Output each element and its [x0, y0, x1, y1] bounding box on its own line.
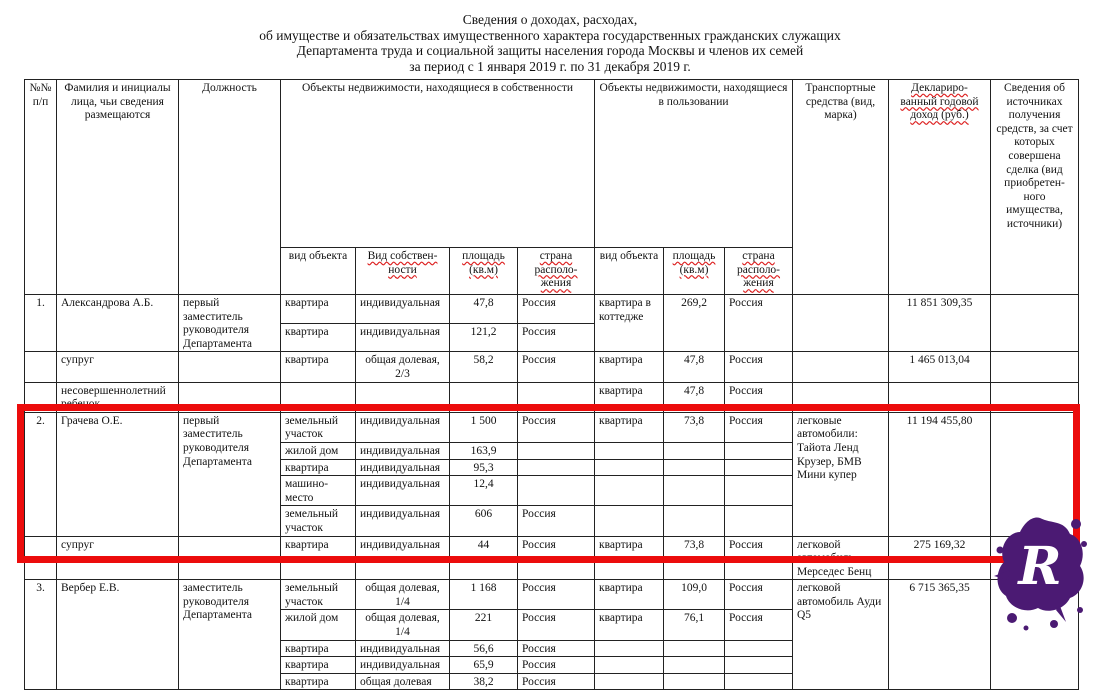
use-type — [595, 506, 664, 536]
use-area — [664, 442, 725, 459]
table-row — [25, 352, 1079, 382]
sub-own-type — [356, 248, 450, 295]
own-country: Россия — [518, 640, 595, 657]
own-ownership: индивидуальная — [356, 640, 450, 657]
declarations-table — [24, 79, 1079, 690]
use-type: квартира — [595, 352, 664, 382]
income: 11 194 455,80 — [889, 412, 991, 536]
sources — [991, 295, 1079, 352]
own-country: Россия — [518, 295, 595, 324]
use-country — [725, 657, 793, 674]
sub-area-label: площадь (кв.м) — [462, 250, 505, 276]
own-area: 1 168 — [450, 580, 518, 610]
sources — [991, 352, 1079, 382]
use-type — [595, 476, 664, 506]
own-ownership: индивидуальная — [356, 442, 450, 459]
person-name: Александрова А.Б. — [57, 295, 179, 352]
person-position: заместитель руководителя Департамента — [179, 580, 281, 690]
use-area — [664, 506, 725, 536]
use-type — [595, 673, 664, 690]
income: 275 169,32 — [889, 536, 991, 580]
row-num — [25, 536, 57, 580]
sub-use-country — [725, 248, 793, 295]
income: 1 465 013,04 — [889, 352, 991, 382]
row-num: 2. — [25, 412, 57, 536]
own-area: 47,8 — [450, 295, 518, 324]
sub-use-country-label: страна располо-жения — [736, 250, 781, 290]
own-area: 56,6 — [450, 640, 518, 657]
use-country: Россия — [725, 536, 793, 580]
table-row — [25, 536, 1079, 580]
use-area — [664, 459, 725, 476]
own-area: 65,9 — [450, 657, 518, 674]
col-sources-label: Сведения об источниках получения средств, за счет которых совершена сделка (вид приобретен-ного имущества, источники) — [996, 82, 1073, 230]
use-country — [725, 476, 793, 506]
own-ownership: индивидуальная — [356, 323, 450, 352]
sub-use-area-label: площадь (кв.м) — [672, 250, 716, 276]
use-area: 269,2 — [664, 295, 725, 352]
own-area: 38,2 — [450, 673, 518, 690]
own-area: 221 — [450, 610, 518, 640]
sub-country-label: страна располо-жения — [534, 250, 578, 290]
own-type: жилой дом — [281, 610, 356, 640]
person-position: первый заместитель руководителя Департамента — [179, 295, 281, 352]
own-area: 163,9 — [450, 442, 518, 459]
income: 11 851 309,35 — [889, 295, 991, 352]
own-country: Россия — [518, 412, 595, 442]
sub-country — [518, 248, 595, 295]
own-ownership: общая долевая, 2/3 — [356, 352, 450, 382]
own-area: 95,3 — [450, 459, 518, 476]
use-country — [725, 673, 793, 690]
own-country: Россия — [518, 610, 595, 640]
own-type: квартира — [281, 295, 356, 324]
own-country — [518, 476, 595, 506]
own-type: квартира — [281, 657, 356, 674]
own-area: 44 — [450, 536, 518, 580]
own-ownership: индивидуальная — [356, 657, 450, 674]
col-sources — [991, 80, 1079, 295]
own-type: квартира — [281, 640, 356, 657]
own-ownership: индивидуальная — [356, 506, 450, 536]
income: 6 715 365,35 — [889, 580, 991, 690]
use-type: квартира — [595, 580, 664, 610]
person-position — [179, 382, 281, 412]
sub-use-obj-type: вид объекта — [595, 248, 664, 295]
transport: легковые автомобили: Тайота Ленд Крузер, БМВ Мини купер — [793, 412, 889, 536]
own-type: жилой дом — [281, 442, 356, 459]
use-country: Россия — [725, 382, 793, 412]
use-area: 47,8 — [664, 382, 725, 412]
use-type — [595, 640, 664, 657]
transport — [793, 382, 889, 412]
transport: легковой автомобиль Ауди Q5 — [793, 580, 889, 690]
person-position — [179, 536, 281, 580]
own-area — [450, 382, 518, 412]
person-position: первый заместитель руководителя Департамента — [179, 412, 281, 536]
use-type: квартира — [595, 610, 664, 640]
own-type: квартира — [281, 323, 356, 352]
own-ownership: общая долевая — [356, 673, 450, 690]
table-row — [25, 412, 1079, 442]
col-position: Должность — [179, 80, 281, 295]
use-area — [664, 476, 725, 506]
own-country: Россия — [518, 673, 595, 690]
header-row — [25, 80, 1079, 248]
person-name: супруг — [57, 536, 179, 580]
own-type: машино-место — [281, 476, 356, 506]
sub-area — [450, 248, 518, 295]
own-type: квартира — [281, 673, 356, 690]
own-area: 58,2 — [450, 352, 518, 382]
col-num: №№ п/п — [25, 80, 57, 295]
use-area: 109,0 — [664, 580, 725, 610]
income — [889, 382, 991, 412]
own-country: Россия — [518, 657, 595, 674]
use-country — [725, 506, 793, 536]
own-ownership — [356, 382, 450, 412]
sub-use-area — [664, 248, 725, 295]
own-ownership: общая долевая, 1/4 — [356, 580, 450, 610]
own-country: Россия — [518, 352, 595, 382]
own-country — [518, 459, 595, 476]
own-type: земельный участок — [281, 506, 356, 536]
use-type — [595, 442, 664, 459]
use-country — [725, 640, 793, 657]
col-income — [889, 80, 991, 295]
use-area: 76,1 — [664, 610, 725, 640]
col-income-label: Деклариро-ванный годовой доход (руб.) — [900, 82, 979, 122]
use-area — [664, 657, 725, 674]
transport — [793, 295, 889, 352]
watermark-letter: R — [1018, 536, 1062, 597]
row-num: 1. — [25, 295, 57, 352]
own-type — [281, 382, 356, 412]
use-area: 73,8 — [664, 412, 725, 442]
own-type: квартира — [281, 352, 356, 382]
own-area: 1 500 — [450, 412, 518, 442]
use-country: Россия — [725, 295, 793, 352]
header-line-3: Департамента труда и социальной защиты населения города Москвы и членов их семей — [296, 43, 804, 58]
use-type: квартира в коттедже — [595, 295, 664, 352]
row-num — [25, 352, 57, 382]
sub-obj-type: вид объекта — [281, 248, 356, 295]
table-row — [25, 295, 1079, 324]
own-ownership: индивидуальная — [356, 295, 450, 324]
use-area: 73,8 — [664, 536, 725, 580]
header-line-4: за период с 1 января 2019 г. по 31 декабря 2019 г. — [409, 58, 691, 74]
own-type: земельный участок — [281, 580, 356, 610]
own-country — [518, 442, 595, 459]
use-country: Россия — [725, 412, 793, 442]
use-type: квартира — [595, 536, 664, 580]
own-country: Россия — [518, 580, 595, 610]
person-name: супруг — [57, 352, 179, 382]
own-country — [518, 382, 595, 412]
row-num: 3. — [25, 580, 57, 690]
own-ownership: индивидуальная — [356, 476, 450, 506]
sub-own-type-label: Вид собствен-ности — [367, 250, 438, 276]
own-ownership: индивидуальная — [356, 536, 450, 580]
own-area: 606 — [450, 506, 518, 536]
person-name: Грачева О.Е. — [57, 412, 179, 536]
use-country: Россия — [725, 580, 793, 610]
own-ownership: индивидуальная — [356, 459, 450, 476]
sources — [991, 382, 1079, 412]
table-row — [25, 580, 1079, 610]
table-row — [25, 382, 1079, 412]
own-area: 121,2 — [450, 323, 518, 352]
own-type: земельный участок — [281, 412, 356, 442]
use-area: 47,8 — [664, 352, 725, 382]
own-country: Россия — [518, 506, 595, 536]
watermark-splash-logo — [990, 510, 1090, 635]
use-country — [725, 442, 793, 459]
own-country: Россия — [518, 536, 595, 580]
use-type — [595, 459, 664, 476]
person-name: несовершеннолетний ребенок — [57, 382, 179, 412]
use-country — [725, 459, 793, 476]
own-ownership: индивидуальная — [356, 412, 450, 442]
col-used: Объекты недвижимости, находящиеся в пользовании — [595, 80, 793, 248]
transport: легковой автомобиль Мерседес Бенц — [793, 536, 889, 580]
person-position — [179, 352, 281, 382]
col-owned: Объекты недвижимости, находящиеся в собственности — [281, 80, 595, 248]
col-transport: Транспортные средства (вид, марка) — [793, 80, 889, 295]
use-type: квартира — [595, 382, 664, 412]
use-type: квартира — [595, 412, 664, 442]
use-area — [664, 640, 725, 657]
header-line-1: Сведения о доходах, расходах, — [462, 12, 638, 27]
own-country: Россия — [518, 323, 595, 352]
document-header — [0, 12, 1100, 74]
own-type: квартира — [281, 536, 356, 580]
own-ownership: общая долевая, 1/4 — [356, 610, 450, 640]
own-type: квартира — [281, 459, 356, 476]
row-num — [25, 382, 57, 412]
person-name: Вербер Е.В. — [57, 580, 179, 690]
header-line-2: об имуществе и обязательствах имущественного характера государственных гражданских служащих — [259, 27, 841, 43]
use-country: Россия — [725, 352, 793, 382]
own-area: 12,4 — [450, 476, 518, 506]
use-type — [595, 657, 664, 674]
col-name: Фамилия и инициалы лица, чьи сведения размещаются — [57, 80, 179, 295]
use-area — [664, 673, 725, 690]
use-country: Россия — [725, 610, 793, 640]
transport — [793, 352, 889, 382]
